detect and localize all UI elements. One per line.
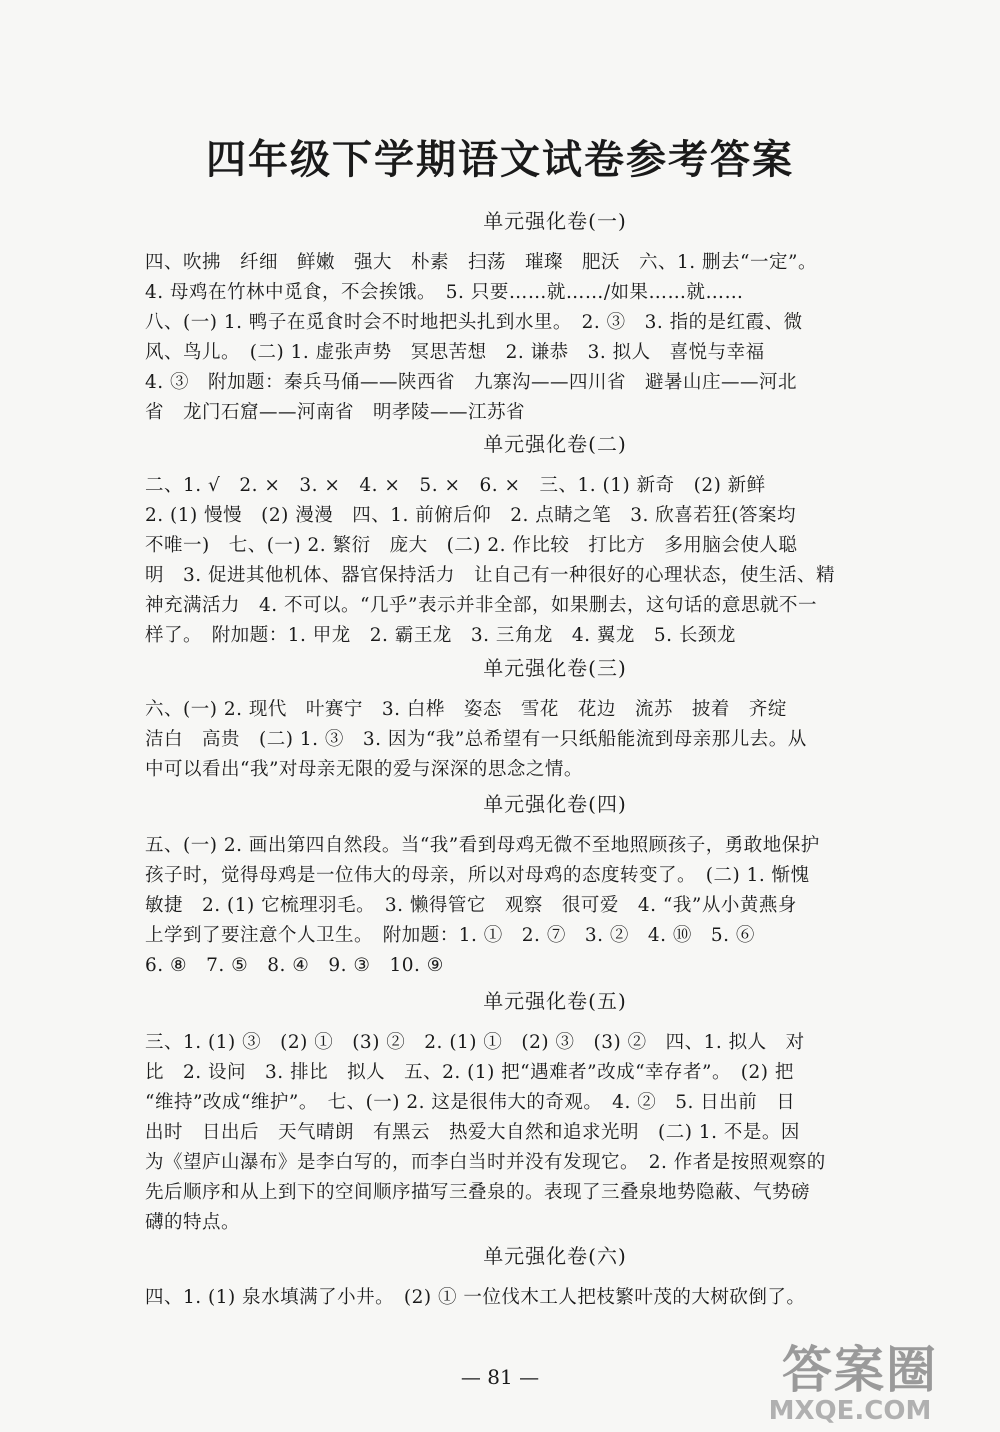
section-2	[145, 428, 965, 651]
answer-line: 二、1. √ 2. × 3. × 4. × 5. × 6. × 三、1. (1) 新奇 (2) 新鲜	[145, 475, 766, 496]
answer-line: 孩子时，觉得母鸡是一位伟大的母亲，所以对母鸡的态度转变了。 (二) 1. 惭愧	[145, 865, 810, 886]
answer-line: 风、鸟儿。 (二) 1. 虚张声势 冥思苦想 2. 谦恭 3. 拟人 喜悦与幸福	[145, 342, 765, 363]
section-6	[145, 1240, 965, 1313]
watermark-url: MXQE.COM	[768, 1396, 932, 1426]
answer-line: 6. ⑧ 7. ⑤ 8. ④ 9. ③ 10. ⑨	[145, 955, 444, 976]
answer-line: 4. 母鸡在竹林中觅食，不会挨饿。 5. 只要……就……/如果……就……	[145, 282, 744, 303]
section-heading: 单元强化卷(四)	[483, 792, 627, 816]
section-1	[145, 205, 965, 428]
answer-line: 比 2. 设问 3. 排比 拟人 五、2. (1) 把“遇难者”改成“幸存者”。 (2) 把	[145, 1062, 794, 1083]
answer-line: 六、(一) 2. 现代 叶赛宁 3. 白桦 姿态 雪花 花边 流苏 披着 齐绽	[145, 699, 787, 720]
answer-line: 四、1. (1) 泉水填满了小井。 (2) ① 一位伐木工人把枝繁叶茂的大树砍倒了。	[145, 1287, 806, 1308]
section-heading: 单元强化卷(二)	[483, 432, 627, 456]
answer-line: 洁白 高贵 (二) 1. ③ 3. 因为“我”总希望有一只纸船能流到母亲那儿去。从	[145, 729, 807, 750]
answer-line: 敏捷 2. (1) 它梳理羽毛。 3. 懒得管它 观察 很可爱 4. “我”从小黄燕身	[145, 895, 797, 916]
page-number: — 81 —	[460, 1365, 540, 1389]
answer-line: 八、(一) 1. 鸭子在觅食时会不时地把头扎到水里。 2. ③ 3. 指的是红霞、微	[145, 312, 803, 333]
section-heading: 单元强化卷(一)	[483, 209, 627, 233]
watermark-logo	[730, 1330, 970, 1430]
answer-line: 2. (1) 慢慢 (2) 漫漫 四、1. 前俯后仰 2. 点睛之笔 3. 欣喜若狂(答案均	[145, 505, 797, 526]
answer-line: 不唯一) 七、(一) 2. 繁衍 庞大 (二) 2. 作比较 打比方 多用脑会使人聪	[145, 535, 798, 556]
section-heading: 单元强化卷(三)	[483, 656, 627, 680]
answer-line: 先后顺序和从上到下的空间顺序描写三叠泉的。表现了三叠泉地势隐蔽、气势磅	[145, 1182, 811, 1203]
answer-line: 中可以看出“我”对母亲无限的爱与深深的思念之情。	[145, 759, 583, 780]
section-5	[145, 985, 965, 1238]
answer-line: 省 龙门石窟——河南省 明孝陵——江苏省	[145, 402, 526, 423]
answer-line: 4. ③ 附加题：秦兵马俑——陕西省 九寨沟——四川省 避暑山庄——河北	[145, 372, 798, 393]
answer-line: 三、1. (1) ③ (2) ① (3) ② 2. (1) ① (2) ③ (3) ② 四、1. 拟人 对	[145, 1032, 805, 1053]
answer-line: 五、(一) 2. 画出第四自然段。当“我”看到母鸡无微不至地照顾孩子，勇敢地保护	[145, 835, 820, 856]
watermark-brand: 答案圈	[782, 1341, 938, 1399]
section-3	[145, 652, 965, 785]
section-heading: 单元强化卷(五)	[483, 989, 627, 1013]
answer-line: 样了。 附加题：1. 甲龙 2. 霸王龙 3. 三角龙 4. 翼龙 5. 长颈龙	[145, 625, 736, 646]
answer-line: 为《望庐山瀑布》是李白写的，而李白当时并没有发现它。 2. 作者是按照观察的	[145, 1152, 826, 1173]
answer-line: “维持”改成“维护”。 七、(一) 2. 这是很伟大的奇观。 4. ② 5. 日出前 日	[145, 1092, 796, 1113]
page-title: 四年级下学期语文试卷参考答案	[206, 136, 794, 183]
answer-line: 上学到了要注意个人卫生。 附加题：1. ① 2. ⑦ 3. ② 4. ⑩ 5. ⑥	[145, 925, 755, 946]
section-heading: 单元强化卷(六)	[483, 1244, 627, 1268]
answer-line: 礴的特点。	[145, 1212, 241, 1233]
section-4	[145, 788, 965, 981]
answer-line: 明 3. 促进其他机体、器官保持活力 让自己有一种很好的心理状态，使生活、精	[145, 565, 836, 586]
answer-line: 四、吹拂 纤细 鲜嫩 强大 朴素 扫荡 璀璨 肥沃 六、1. 删去“一定”。	[145, 252, 817, 273]
answer-line: 出时 日出后 天气晴朗 有黑云 热爱大自然和追求光明 (二) 1. 不是。因	[145, 1122, 800, 1143]
answer-line: 神充满活力 4. 不可以。“几乎”表示并非全部，如果删去，这句话的意思就不一	[145, 595, 817, 616]
